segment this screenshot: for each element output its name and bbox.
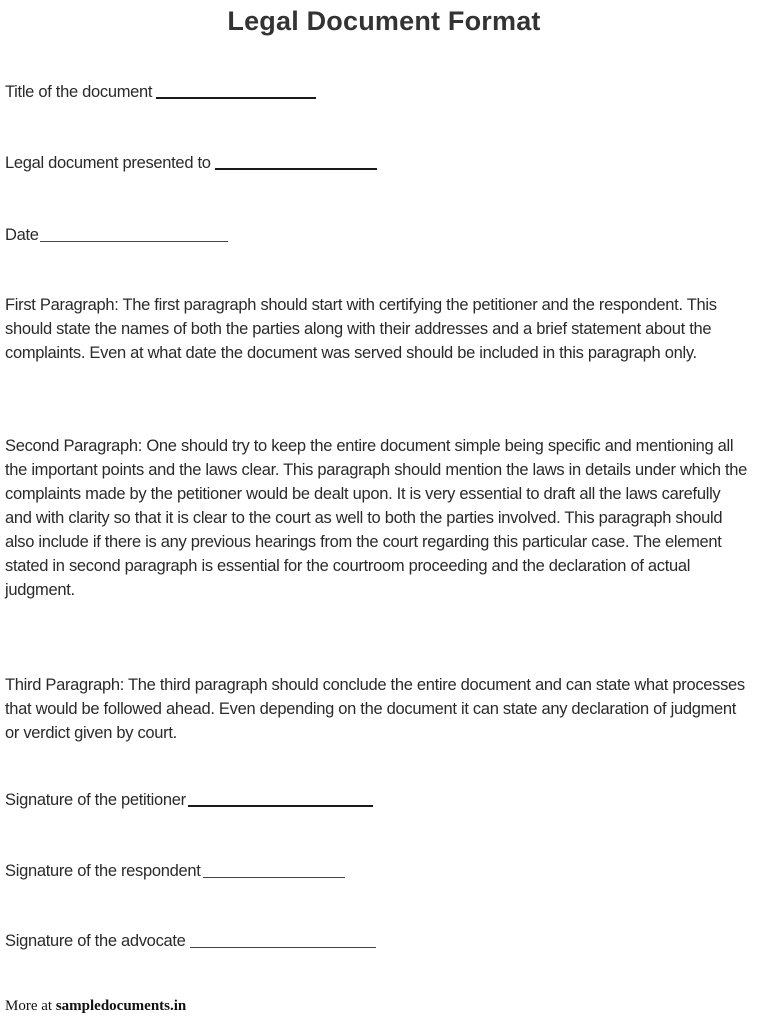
advocate-signature-label: Signature of the advocate <box>5 932 186 950</box>
title-field-blank[interactable] <box>156 96 316 99</box>
presented-to-blank[interactable] <box>215 167 377 170</box>
second-paragraph: Second Paragraph: One should try to keep the entire document simple being specific and mentioning all the important points and the laws clear. This paragraph should mention the laws in details under which the complaints made by the petitioner would be dealt upon. It is very essential to draft all the laws carefully and with clarity so that it is clear to the court as well to both the parties involved. This paragraph should also include if there is any previous hearings from the court regarding this particular case. The element stated in second paragraph is essential for the courtroom proceeding and the declaration of actual judgment. <box>5 437 748 599</box>
presented-to-label: Legal document presented to <box>5 154 211 172</box>
third-paragraph: Third Paragraph: The third paragraph should conclude the entire document and can state what processes that would be followed ahead. Even depending on the document it can state any declaration of judgment or verdict given by court. <box>5 676 745 742</box>
footer-prefix: More at <box>5 998 56 1014</box>
date-label: Date <box>5 226 39 244</box>
respondent-signature-field <box>5 862 345 881</box>
document-title: Legal Document Format <box>227 6 541 36</box>
title-field <box>5 83 316 102</box>
petitioner-signature-blank[interactable] <box>188 804 373 807</box>
first-paragraph: First Paragraph: The first paragraph should start with certifying the petitioner and the respondent. This should state the names of both the parties along with their addresses and a brief statement about the complaints. Even at what date the document was served should be included in this paragraph only. <box>5 296 717 362</box>
petitioner-signature-label: Signature of the petitioner <box>5 791 186 809</box>
presented-to-field <box>5 154 377 173</box>
advocate-signature-field <box>5 932 376 951</box>
respondent-signature-label: Signature of the respondent <box>5 862 201 880</box>
respondent-signature-blank[interactable] <box>203 876 345 878</box>
date-blank[interactable] <box>40 240 228 242</box>
date-field <box>5 226 228 245</box>
footer-credit <box>5 998 186 1015</box>
footer-site-link[interactable]: sampledocuments.in <box>55 998 187 1014</box>
title-field-label: Title of the document <box>5 83 153 101</box>
advocate-signature-blank[interactable] <box>190 946 376 948</box>
petitioner-signature-field <box>5 791 373 810</box>
